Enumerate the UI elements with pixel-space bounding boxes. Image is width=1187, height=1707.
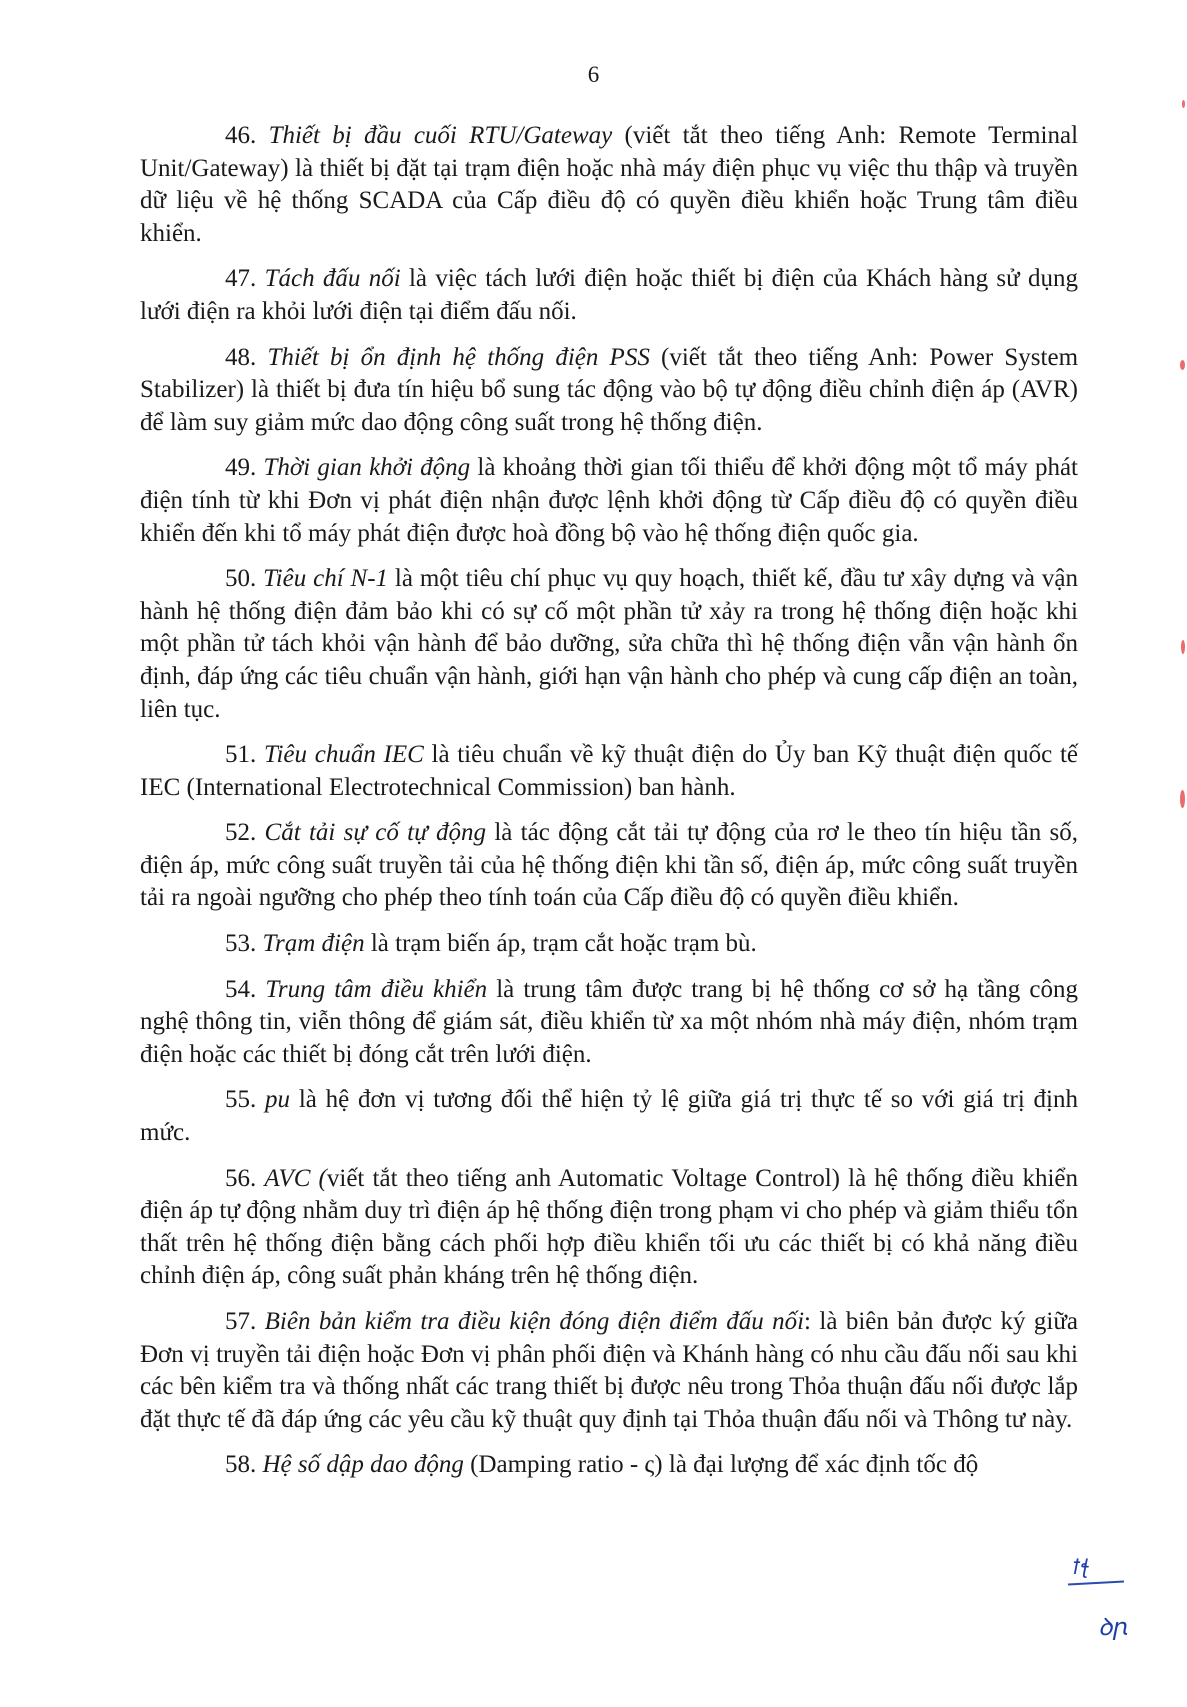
defined-term: Tiêu chí N-1: [263, 565, 389, 593]
document-body: [140, 120, 1078, 1495]
item-number: 46.: [225, 122, 257, 149]
defined-term: Trạm điện: [262, 930, 365, 958]
definition-46: [140, 120, 1078, 250]
item-number: 51.: [225, 741, 257, 769]
definition-58: [140, 1449, 1078, 1482]
definition-text: (viết tắt theo tiếng Anh: Power System Stabilizer) là thiết bị đưa tín hiệu bổ sung tác động vào bộ tự động điều chỉnh điện áp (AVR) để làm suy giảm mức dao động công suất trong hệ thống điện.: [140, 343, 1079, 436]
definition-text: là trung tâm được trang bị hệ thống cơ sở hạ tầng công nghệ thông tin, viễn thông để giám sát, điều khiển từ xa một nhóm nhà máy điện, nhóm trạm điện hoặc các thiết bị đóng cắt trên lưới điện.: [140, 975, 1078, 1068]
definition-text: là hệ đơn vị tương đối thể hiện tỷ lệ giữa giá trị thực tế so với giá trị định mức.: [140, 1086, 1079, 1147]
defined-term: Trung tâm điều khiển: [265, 975, 488, 1003]
definition-text: là tác động cắt tải tự động của rơ le theo tín hiệu tần số, điện áp, mức công suất truyền tải của hệ thống điện khi tần số, điện áp, mức công suất truyền tải ra ngoài ngưỡng cho phép theo tính toán của Cấp điều độ có quyền điều khiển.: [140, 819, 1079, 912]
definition-53: [140, 928, 1078, 961]
definition-text: (viết tắt theo tiếng Anh: Remote Terminal Unit/Gateway) là thiết bị đặt tại trạm điện hoặc nhà máy điện phục vụ việc thu thập và truyền dữ liệu về hệ thống SCADA của Cấp điều độ có quyền điều khiển hoặc Trung tâm điều khiển.: [140, 122, 1079, 247]
stamp-edge-mark: [1180, 360, 1185, 370]
definition-text: là một tiêu chí phục vụ quy hoạch, thiết kế, đầu tư xây dựng và vận hành hệ thống điện đảm bảo khi có sự cố một phần tử xảy ra trong hệ thống điện hoặc khi một phần tử tách khỏi vận hành để bảo dưỡng, sửa chữa thì hệ thống điện vẫn vận hành ổn định, đáp ứng các tiêu chuẩn vận hành, giới hạn vận hành cho phép và cung cấp điện an toàn, liên tục.: [140, 565, 1078, 723]
definition-text: là việc tách lưới điện hoặc thiết bị điện của Khách hàng sử dụng lưới điện ra khỏi lưới điện tại điểm đấu nối.: [140, 265, 1079, 325]
definition-text: là trạm biến áp, trạm cắt hoặc trạm bù.: [364, 930, 757, 958]
defined-term: Biên bản kiểm tra điều kiện đóng điện điểm đấu nối: [264, 1308, 805, 1335]
definition-57: [140, 1306, 1078, 1436]
handwritten-underline: [1068, 1581, 1124, 1586]
defined-term: Tách đấu nối: [264, 265, 401, 293]
item-number: 56.: [225, 1164, 257, 1192]
definition-47: [140, 263, 1078, 328]
defined-term: Cắt tải sự cố tự động: [264, 819, 487, 847]
definition-49: [140, 452, 1078, 550]
handwritten-initial-mark: ꝉꞎ: [1072, 1555, 1091, 1579]
item-number: 50.: [225, 565, 257, 593]
defined-term: AVC (: [264, 1164, 327, 1192]
item-number: 52.: [225, 819, 257, 847]
item-number: 48.: [225, 343, 257, 371]
item-number: 53.: [225, 930, 257, 958]
definition-50: [140, 563, 1078, 726]
item-number: 55.: [225, 1086, 257, 1114]
defined-term: pu: [265, 1086, 291, 1114]
definition-text: : là biên bản được ký giữa Đơn vị truyền tải điện hoặc Đơn vị phân phối điện và Khánh hàng có nhu cầu đấu nối sau khi các bên kiểm tra và thống nhất các trang thiết bị được nêu trong Thỏa thuận đấu nối được lắp đặt thực tế đã đáp ứng các yêu cầu kỹ thuật quy định tại Thỏa thuận đấu nối và Thông tư này.: [140, 1308, 1078, 1433]
stamp-edge-mark: [1181, 640, 1185, 654]
item-number: 54.: [225, 975, 257, 1003]
definition-text: (Damping ratio - ς) là đại lượng để xác định tốc độ: [463, 1451, 979, 1479]
definition-51: [140, 739, 1078, 804]
defined-term: Tiêu chuẩn IEC: [263, 741, 424, 769]
page-number: 6: [587, 62, 600, 87]
defined-term: Thiết bị ổn định hệ thống điện PSS: [267, 343, 650, 371]
item-number: 58.: [225, 1451, 257, 1479]
definition-56: [140, 1163, 1078, 1293]
item-number: 47.: [225, 265, 257, 293]
defined-term: Thiết bị đầu cuối RTU/Gateway: [268, 122, 613, 149]
definition-text: là khoảng thời gian tối thiểu để khởi động một tổ máy phát điện tính từ khi Đơn vị phát điện nhận được lệnh khởi động từ Cấp điều độ có quyền điều khiển đến khi tổ máy phát điện được hoà đồng bộ vào hệ thống điện quốc gia.: [140, 454, 1078, 547]
handwritten-signature-mark: ꝺꞃ: [1098, 1613, 1128, 1641]
defined-term: Hệ số dập dao động: [262, 1451, 464, 1479]
definition-55: [140, 1084, 1078, 1149]
stamp-edge-mark: [1182, 100, 1185, 108]
definition-text: là tiêu chuẩn về kỹ thuật điện do Ủy ban Kỹ thuật điện quốc tế IEC (International Electrotechnical Commission) ban hành.: [140, 741, 1078, 801]
item-number: 49.: [225, 454, 257, 482]
definition-text: viết tắt theo tiếng anh Automatic Voltage Control) là hệ thống điều khiển điện áp tự động nhằm duy trì điện áp hệ thống điện trong phạm vi cho phép và giảm thiểu tổn thất trên hệ thống điện bằng cách phối hợp điều khiển tối ưu các thiết bị có khả năng điều chỉnh điện áp, công suất phản kháng trên hệ thống điện.: [140, 1164, 1079, 1290]
item-number: 57.: [225, 1308, 257, 1335]
stamp-edge-mark: [1180, 790, 1185, 808]
defined-term: Thời gian khởi động: [263, 454, 471, 482]
definition-52: [140, 817, 1078, 915]
definition-48: [140, 342, 1078, 440]
definition-54: [140, 974, 1078, 1072]
